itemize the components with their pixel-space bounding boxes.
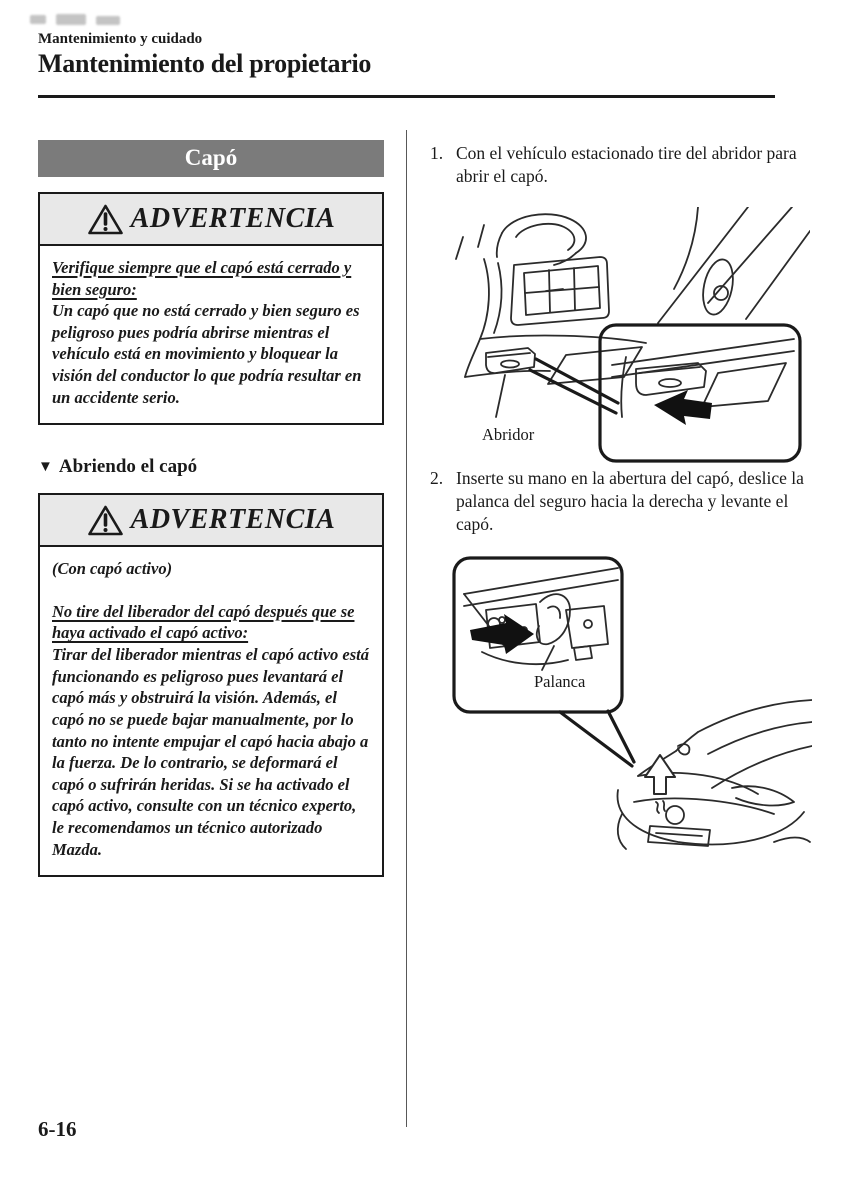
warning-heading: Verifique siempre que el capó está cerrado y bien seguro: <box>52 258 352 299</box>
warning-label: ADVERTENCIA <box>130 504 336 536</box>
warning-heading: No tire del liberador del capó después que se haya activado el capó activo: <box>52 601 355 643</box>
label-leader-line <box>496 375 505 417</box>
warning-header <box>40 194 382 246</box>
warning-box-active-hood <box>38 493 384 877</box>
latch-detail <box>656 801 665 813</box>
figure-label-abridor: Abridor <box>482 424 535 444</box>
step-text: Con el vehículo estacionado tire del abridor para abrir el capó. <box>456 143 797 187</box>
step-text: Inserte su mano en la abertura del capó, deslice la palanca del seguro hacia la derecha y levante el capó. <box>456 467 804 535</box>
hood-latch-illustration <box>442 552 812 852</box>
section-marker-icon: ▼ <box>38 458 53 475</box>
page-number: 6-16 <box>38 1117 77 1141</box>
breadcrumb: Mantenimiento y cuidado <box>38 31 203 47</box>
page-title: Mantenimiento del propietario <box>38 49 372 78</box>
warning-body <box>40 246 382 423</box>
left-column <box>38 140 384 877</box>
label-leader-line <box>542 646 554 670</box>
pull-arrow-icon <box>654 390 712 425</box>
latch-lever <box>537 594 570 644</box>
callout-wedge <box>536 359 618 403</box>
warning-label: ADVERTENCIA <box>130 203 336 234</box>
warning-text: Tirar del liberador mientras el capó activo está funcionando es peligroso pues levantará el capó más y obstruirá la visión. Además, el capó no se puede bajar manualmente, por lo tanto no intente empujar el capó hacia abajo a la fuerza. De lo contrario, se deformará el capó o sufrirán heridas. Si se ha activado el capó activo, consulte con un técnico experto, le recomendamos un técnico autorizado Mazda. <box>52 645 369 859</box>
warning-header <box>40 495 382 547</box>
step-2 <box>430 467 816 537</box>
inset-frame <box>600 325 800 461</box>
figure-hood-latch <box>442 552 812 852</box>
lift-arrow-icon <box>645 755 675 794</box>
warning-body <box>40 547 382 875</box>
figure-hood-release <box>450 207 810 465</box>
right-column <box>430 142 816 852</box>
warning-box-hood-secure <box>38 192 384 425</box>
subsection-title: Abriendo el capó <box>58 456 198 478</box>
scan-artifact <box>30 13 125 26</box>
step-number: 2. <box>430 467 444 488</box>
header-rule <box>38 95 775 98</box>
step-number: 1. <box>430 143 444 163</box>
slide-arrow-icon <box>470 614 534 654</box>
column-divider <box>406 130 407 1127</box>
subsection-abriendo-el-capo <box>38 456 384 478</box>
warning-note: (Con capó activo) <box>52 559 173 579</box>
hood-release-lever <box>486 348 535 373</box>
warning-triangle-icon <box>87 504 124 537</box>
step-1 <box>430 142 816 189</box>
warning-text: Un capó que no está cerrado y bien seguro es peligroso pues podría abrirse mientras el vehículo está en movimiento y bloquear la visión del conductor lo que podría resultar en un accidente serio. <box>52 301 362 407</box>
warning-triangle-icon <box>87 203 124 236</box>
figure-label-palanca: Palanca <box>534 672 586 692</box>
section-header-capo: Capó <box>38 140 384 177</box>
